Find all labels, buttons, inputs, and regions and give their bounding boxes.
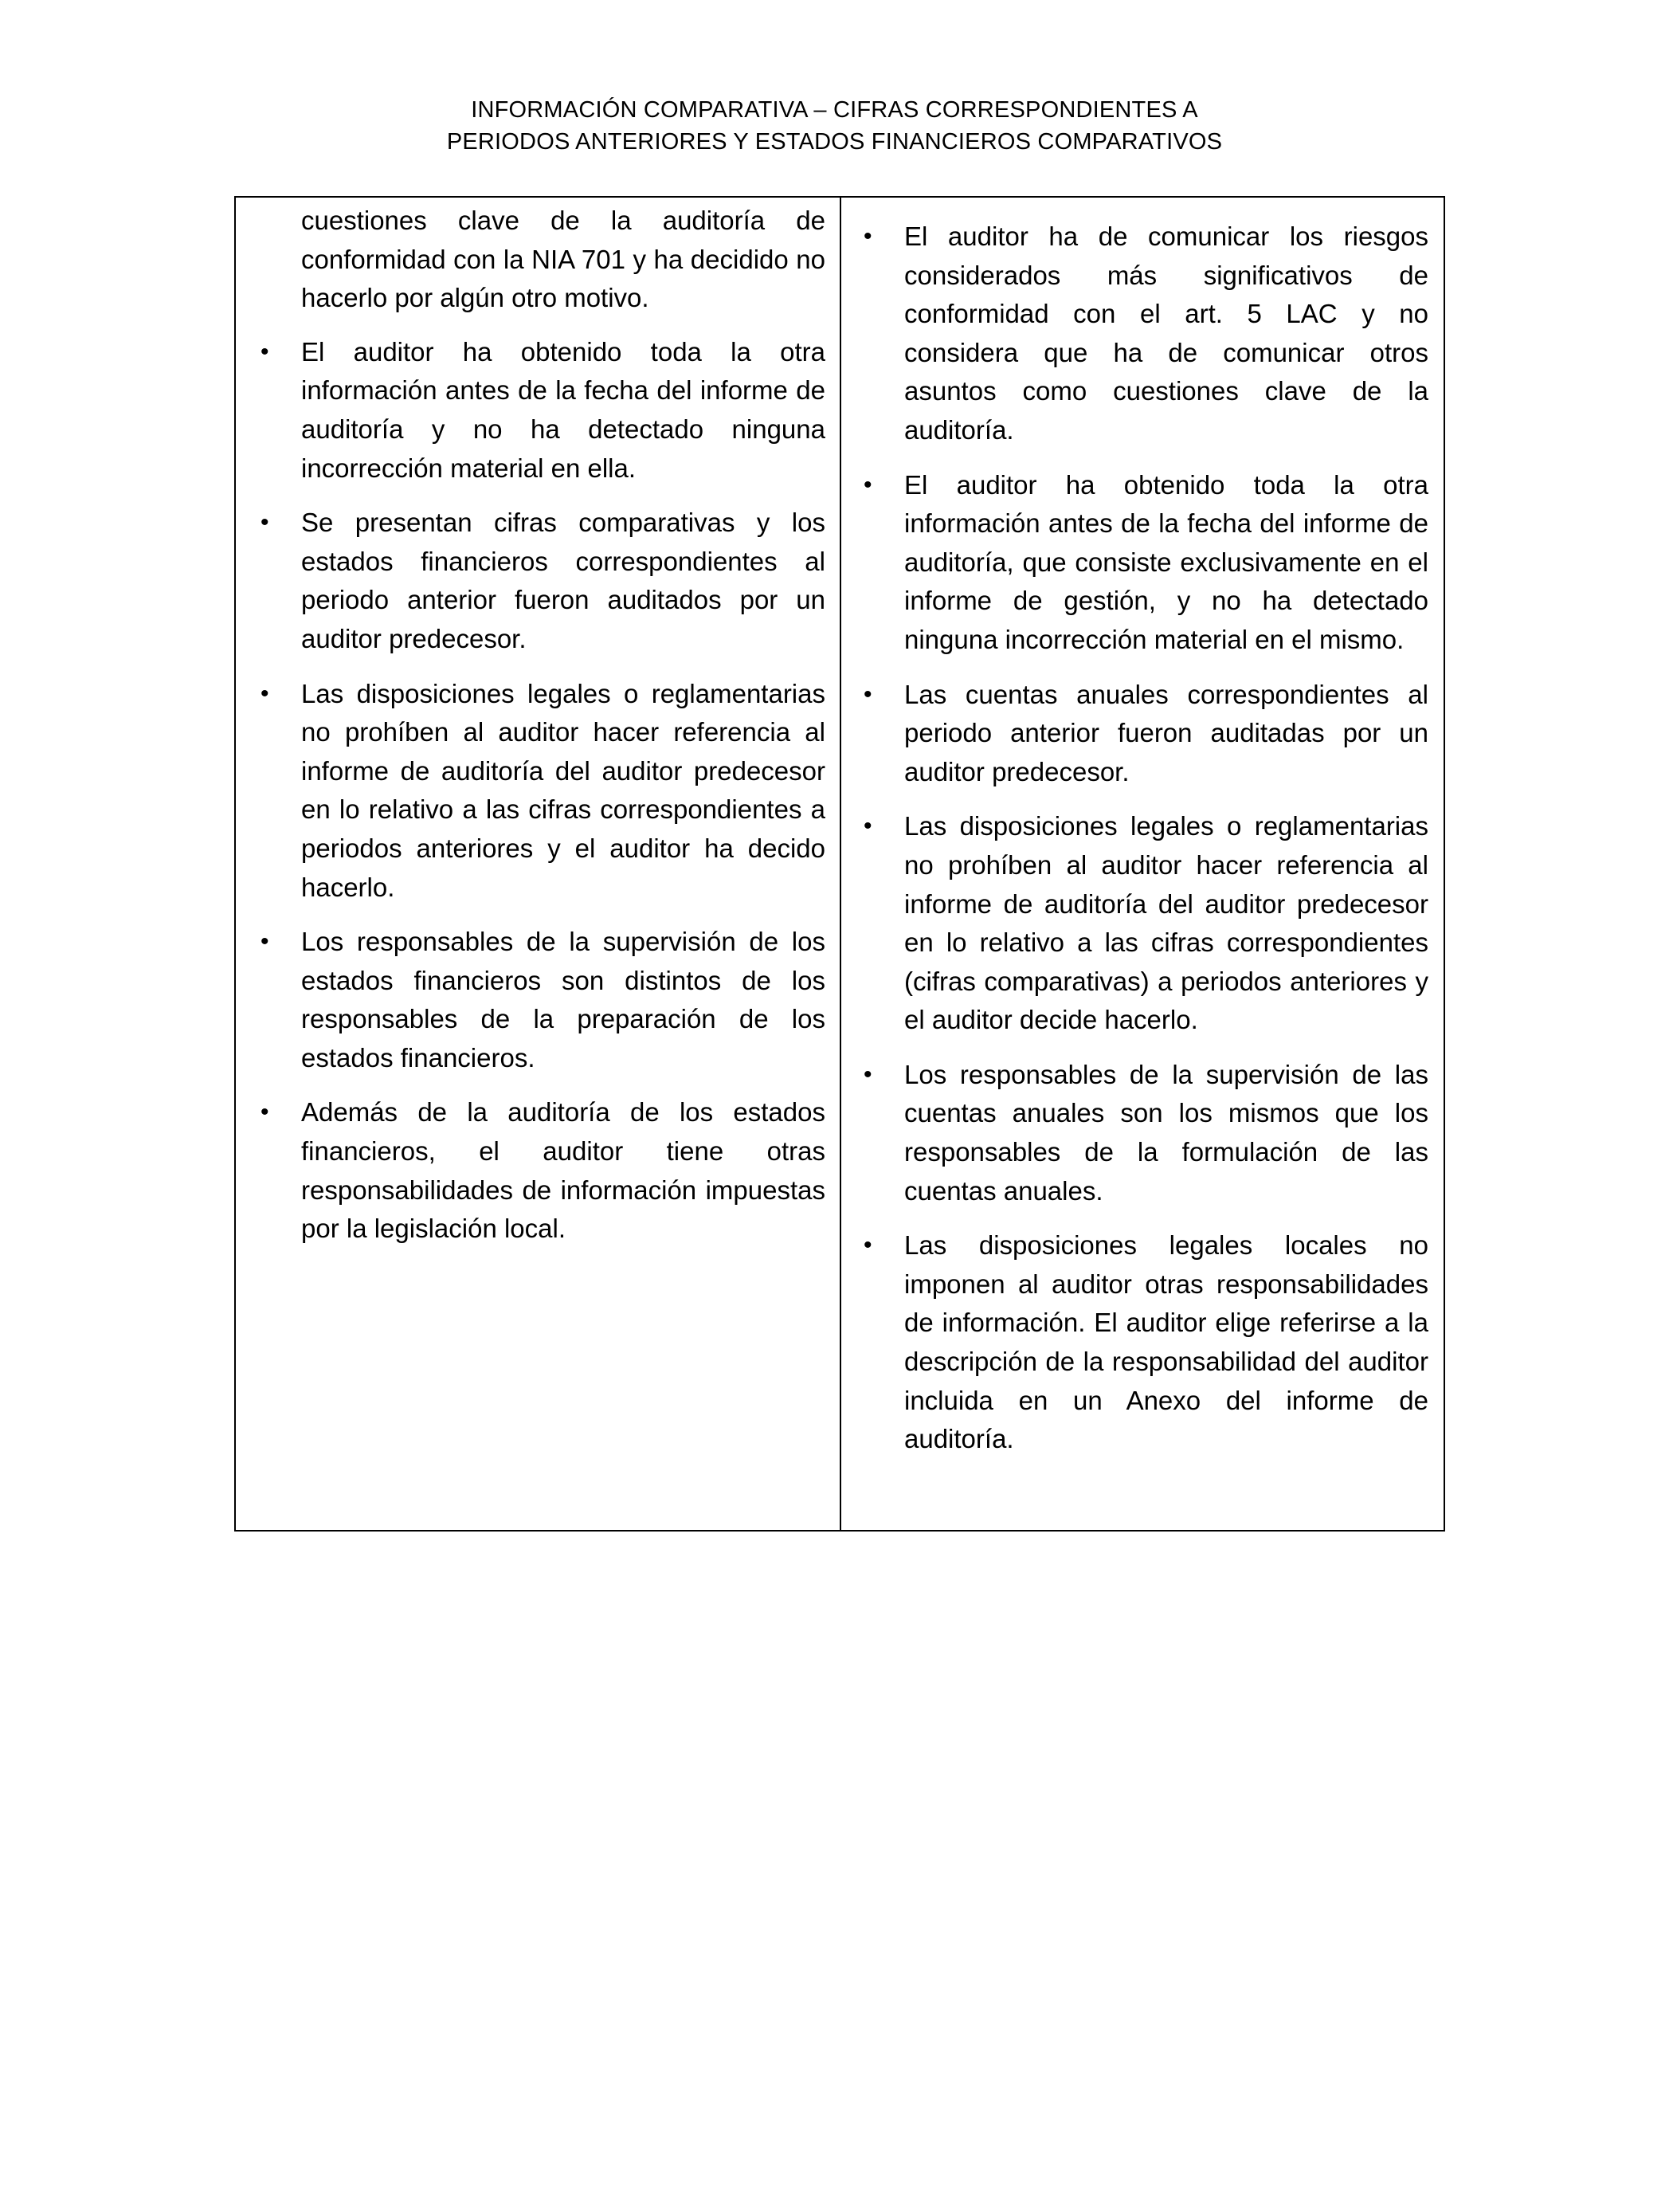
bullet-icon: • [864, 813, 872, 840]
list-item [864, 466, 1428, 660]
list-item [261, 675, 825, 908]
list-item-text: Las cuentas anuales correspondientes al periodo anterior fueron auditadas por un auditor predecesor. [904, 679, 1428, 786]
list-item-text: Las disposiciones legales o reglamentarias no prohíben al auditor hacer referencia al informe de auditoría del auditor predecesor en lo relativo a las cifras correspondientes (cifras comparativas) a periodos anteriores y el auditor decide hacerlo. [904, 811, 1428, 1035]
bullet-icon: • [261, 1099, 269, 1126]
list-item-text: Los responsables de la supervisión de los estados financieros son distintos de los responsables de la preparación de los estados financieros. [301, 927, 825, 1073]
bullet-icon: • [864, 1061, 872, 1088]
list-item [261, 333, 825, 488]
list-item-text: El auditor ha obtenido toda la otra información antes de la fecha del informe de auditoría, que consiste exclusivamente en el informe de gestión, y no ha detectado ninguna incorrección material en el mismo. [904, 469, 1428, 654]
list-item [864, 218, 1428, 450]
list-item [864, 807, 1428, 1040]
page-title [0, 94, 1669, 158]
comparison-table [234, 196, 1445, 1532]
list-item-text: Se presentan cifras comparativas y los estados financieros correspondientes al periodo anterior fueron auditados por un auditor predecesor. [301, 508, 825, 653]
bullet-icon: • [864, 471, 872, 498]
list-item-text: Además de la auditoría de los estados financieros, el auditor tiene otras responsabilidades de información impuestas por la legislación local. [301, 1097, 825, 1244]
list-item-text: El auditor ha de comunicar los riesgos considerados más significativos de conformidad con el art. 5 LAC y no considera que ha de comunicar otros asuntos como cuestiones clave de la auditoría. [904, 222, 1428, 445]
bullet-list-left [261, 333, 825, 1249]
table-column-left [236, 198, 841, 1530]
list-item-text: Los responsables de la supervisión de las cuentas anuales son los mismos que los responsables de la formulación de las cuentas anuales. [904, 1059, 1428, 1206]
bullet-list-right [864, 218, 1428, 1459]
bullet-icon: • [261, 509, 269, 536]
table-column-right [841, 198, 1444, 1530]
list-item-text: Las disposiciones legales locales no imponen al auditor otras responsabilidades de información. El auditor elige referirse a la descripción de la responsabilidad del auditor incluida en un Anexo del informe de auditoría. [904, 1230, 1428, 1454]
list-item [261, 923, 825, 1077]
bullet-icon: • [261, 338, 269, 365]
list-item [864, 1056, 1428, 1210]
list-item-text: Las disposiciones legales o reglamentarias no prohíben al auditor hacer referencia al informe de auditoría del auditor predecesor en lo relativo a las cifras correspondientes a periodos anteriores y el auditor ha decido hacerlo. [301, 678, 825, 902]
list-item [864, 1226, 1428, 1459]
list-item [261, 1093, 825, 1248]
list-item-text: El auditor ha obtenido toda la otra información antes de la fecha del informe de auditoría y no ha detectado ninguna incorrección material en ella. [301, 336, 825, 483]
page-title-line-2: PERIODOS ANTERIORES Y ESTADOS FINANCIEROS COMPARATIVOS [446, 129, 1223, 155]
bullet-icon: • [261, 928, 269, 955]
bullet-icon: • [261, 680, 269, 707]
continued-paragraph: cuestiones clave de la auditoría de conformidad con la NIA 701 y ha decidido no hacerlo por algún otro motivo. [301, 206, 825, 313]
list-item [864, 676, 1428, 792]
bullet-icon: • [864, 1232, 872, 1259]
bullet-icon: • [864, 223, 872, 249]
bullet-icon: • [864, 680, 872, 708]
page-title-line-1: INFORMACIÓN COMPARATIVA – CIFRAS CORRESPONDIENTES A [471, 97, 1198, 123]
list-item [261, 504, 825, 658]
